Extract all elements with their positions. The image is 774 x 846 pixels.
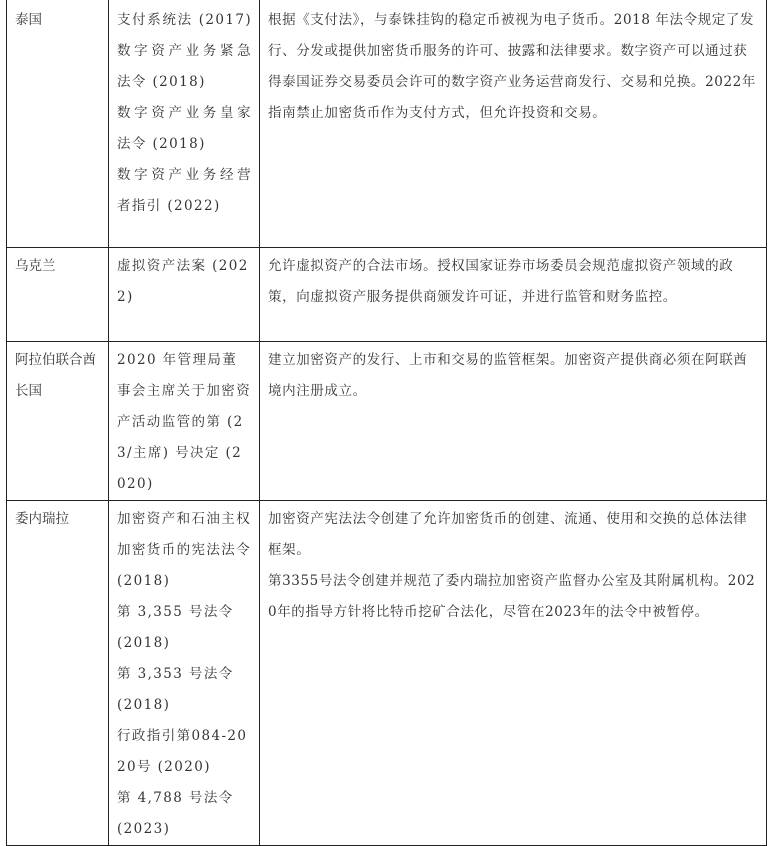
crypto-regulation-table bbox=[6, 0, 767, 846]
country-name: 委内瑞拉 bbox=[15, 511, 69, 527]
description-cell bbox=[260, 0, 767, 248]
country-cell bbox=[7, 248, 109, 342]
description-paragraph: 根据《支付法》，与泰铢挂钩的稳定币被视为电子货币。2018 年法令规定了发行、分发或提供加密货币服务的许可、披露和法律要求。数字资产可以通过获得泰国证券交易委员会许可的数字资产业务运营商发行、交易和兑换。2022年指南禁止加密货币作为支付方式，但允许投资和交易。 bbox=[268, 12, 756, 121]
country-cell bbox=[7, 0, 109, 248]
description-paragraph: 加密资产宪法法令创建了允许加密货币的创建、流通、使用和交换的总体法律框架。 bbox=[268, 511, 748, 558]
law-item: 行政指引第084-2020号 (2020) bbox=[117, 728, 248, 775]
law-item: 加密资产和石油主权加密货币的宪法法令(2018) bbox=[117, 511, 252, 589]
law-item: 法令 (2018) bbox=[117, 136, 206, 152]
table-row bbox=[7, 342, 767, 501]
description-paragraph: 建立加密资产的发行、上市和交易的监管框架。加密资产提供商必须在阿联酋境内注册成立。 bbox=[268, 352, 748, 399]
country-cell bbox=[7, 342, 109, 501]
laws-cell bbox=[109, 501, 260, 846]
country-name: 乌克兰 bbox=[15, 258, 56, 274]
description-paragraph: 允许虚拟资产的合法市场。授权国家证券市场委员会规范虚拟资产领域的政策，向虚拟资产服务提供商颁发许可证，并进行监管和财务监控。 bbox=[268, 258, 734, 305]
table-row bbox=[7, 0, 767, 248]
table-row bbox=[7, 501, 767, 846]
description-cell bbox=[260, 248, 767, 342]
country-cell bbox=[7, 501, 109, 846]
country-name: 泰国 bbox=[15, 12, 42, 28]
law-item: 支付系统法 (2017) bbox=[117, 12, 252, 28]
description-paragraph: 第3355号法令创建并规范了委内瑞拉加密资产监督办公室及其附属机构。2020年的指导方针将比特币挖矿合法化，尽管在2023年的法令中被暂停。 bbox=[268, 573, 756, 620]
table-row bbox=[7, 248, 767, 342]
law-item: 2020 年管理局董事会主席关于加密资产活动监管的第 (23/主席) 号决定 (2020) bbox=[117, 352, 252, 492]
law-item: 法令 (2018) bbox=[117, 74, 206, 90]
law-item: 第 3,355 号法令 (2018) bbox=[117, 604, 234, 651]
country-name: 阿拉伯联合酋长国 bbox=[15, 352, 96, 399]
law-item: 者指引 (2022) bbox=[117, 198, 221, 214]
law-item: 第 3,353 号法令 (2018) bbox=[117, 666, 234, 713]
law-item: 数字资产业务皇家 bbox=[117, 105, 252, 121]
laws-cell bbox=[109, 0, 260, 248]
law-item: 虚拟资产法案 (2022) bbox=[117, 258, 249, 305]
laws-cell bbox=[109, 342, 260, 501]
description-cell bbox=[260, 501, 767, 846]
law-item: 第 4,788 号法令 (2023) bbox=[117, 790, 234, 837]
law-item: 数字资产业务经营 bbox=[117, 167, 252, 183]
description-cell bbox=[260, 342, 767, 501]
laws-cell bbox=[109, 248, 260, 342]
law-item: 数字资产业务紧急 bbox=[117, 43, 252, 59]
